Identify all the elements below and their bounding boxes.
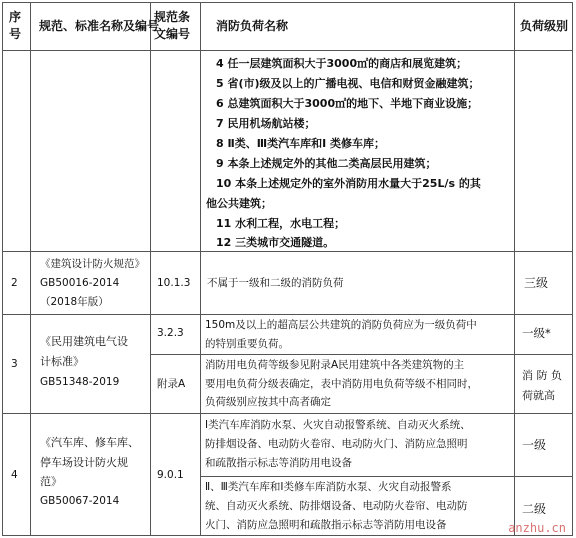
row4-sub1-content: Ⅰ类汽车库消防水泵、火灾自动报警系统、自动灭火系统、 防排烟设备、电动防火卷帘、电动防火门、消防应急照明 和疏散指示标志等消防用电设备 xyxy=(205,419,471,469)
row2-level: 三级 xyxy=(524,276,549,290)
row3-seq: 3 xyxy=(11,358,18,370)
row2-seq: 2 xyxy=(11,277,18,289)
header-standard: 规范、标准名称及编号 xyxy=(39,19,160,33)
row1-item-7: 7 民用机场航站楼； xyxy=(216,117,316,130)
fire-load-table xyxy=(2,2,573,536)
row1-item-10: 10 本条上述规定外的室外消防用水量大于25L/s 的其 xyxy=(216,177,481,190)
row1-item-11: 11 水利工程，水电工程； xyxy=(216,217,346,230)
row1-item-9: 9 本条上述规定外的其他二类高层民用建筑； xyxy=(216,157,437,170)
row3-sub2-level: 消 防 负 荷就高 xyxy=(522,369,562,402)
row4-sub2-level: 二级 xyxy=(522,502,547,516)
row4-clause: 9.0.1 xyxy=(157,469,184,481)
row2-clause: 10.1.3 xyxy=(157,277,191,289)
header-content: 消防负荷名称 xyxy=(216,19,289,33)
row2-standard: 《建筑设计防火规范》 GB50016-2014 （2018年版） xyxy=(40,258,145,308)
row4-sub1-level: 一级 xyxy=(522,438,547,452)
row4-sub2-content: Ⅱ、Ⅲ类汽车库和Ⅰ类修车库消防水泵、火灾自动报警系 统、自动灭火系统、防排烟设备、电动防火卷帘、电动防 火门、消防应急照明和疏散指示标志等消防用电设备 xyxy=(205,481,468,531)
row3-sub1-level: 一级* xyxy=(522,326,551,340)
row1-item-5: 5 省(市)级及以上的广播电视、电信和财贸金融建筑； xyxy=(216,77,480,90)
row1-item-12: 12 三类城市交通隧道。 xyxy=(216,236,335,249)
header-clause: 规范条 文编号 xyxy=(154,10,191,41)
watermark: anzhu.cn xyxy=(508,521,566,535)
row4-seq: 4 xyxy=(11,469,18,481)
row1-item-10-cont: 他公共建筑； xyxy=(206,197,272,210)
row1-item-8: 8 Ⅱ类、Ⅲ类汽车库和Ⅰ 类修车库； xyxy=(216,137,386,150)
row3-sub2-clause: 附录A xyxy=(157,378,186,390)
row3-sub1-clause: 3.2.3 xyxy=(157,327,184,339)
row1-item-4: 4 任一层建筑面积大于3000㎡的商店和展览建筑； xyxy=(216,57,468,70)
row2-content: 不属于一级和二级的消防负荷 xyxy=(207,277,344,289)
row1-item-6: 6 总建筑面积大于3000㎡的地下、半地下商业设施； xyxy=(216,97,479,110)
row3-sub1-content: 150m及以上的超高层公共建筑的消防负荷应为一级负荷中 的特别重要负荷。 xyxy=(205,319,477,350)
row3-standard: 《民用建筑电气设 计标准》 GB51348-2019 xyxy=(40,335,128,388)
header-seq: 序 号 xyxy=(9,10,22,41)
row3-sub2-content: 消防用电负荷等级参见附录A民用建筑中各类建筑物的主 要用电负荷分级表确定，表中消防用电负荷等级不相同时， 负荷级别应按其中高者确定 xyxy=(205,359,478,408)
header-level: 负荷级别 xyxy=(520,19,569,33)
row4-standard: 《汽车库、修车库、 停车场设计防火规 范》 GB50067-2014 xyxy=(40,436,139,507)
